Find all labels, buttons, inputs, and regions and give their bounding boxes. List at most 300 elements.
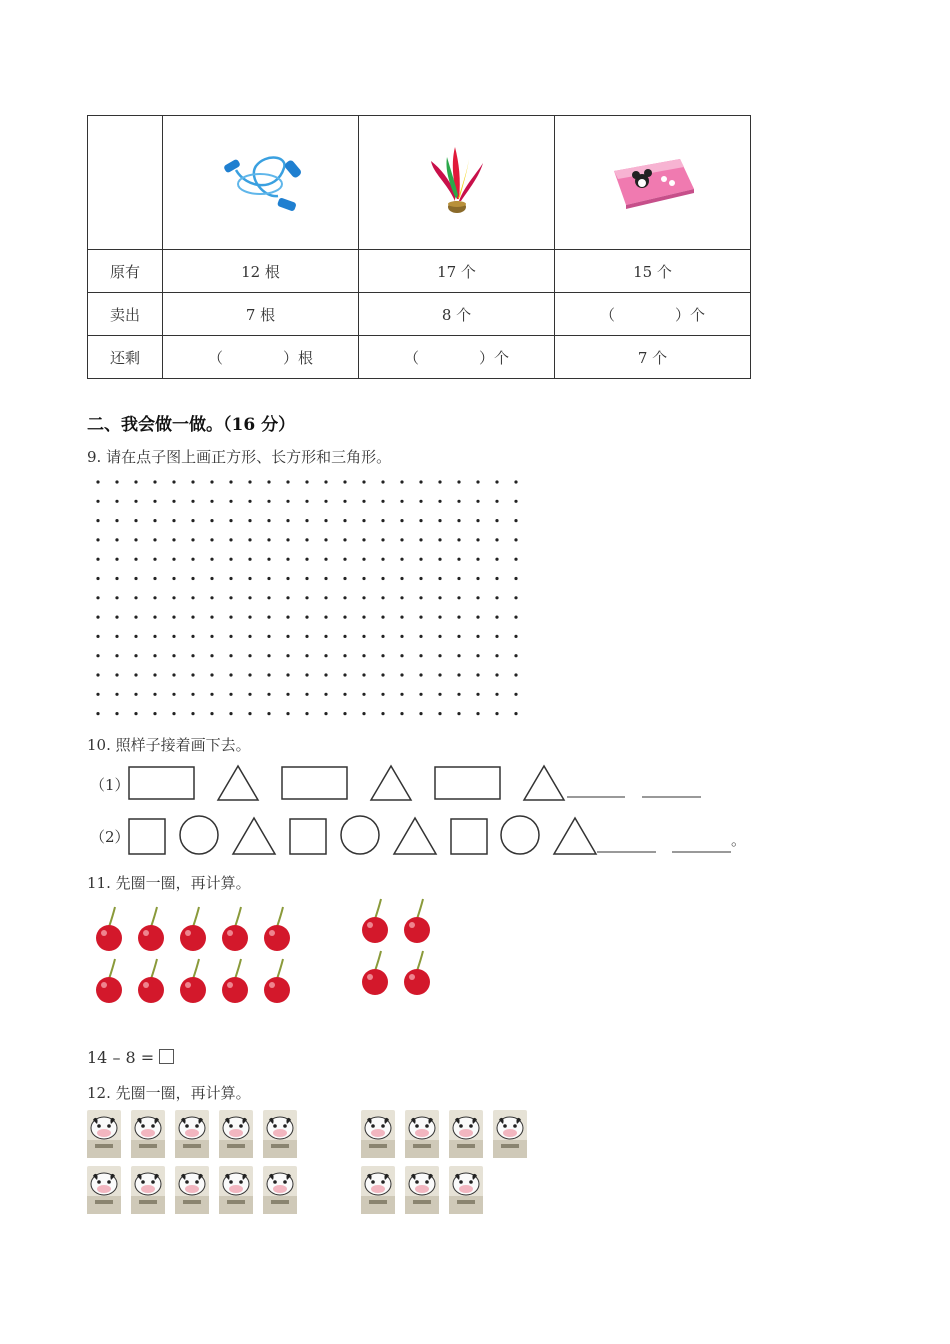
grid-dot[interactable] [495, 519, 498, 522]
grid-dot[interactable] [362, 596, 365, 599]
grid-dot[interactable] [400, 480, 403, 483]
grid-dot[interactable] [153, 577, 156, 580]
grid-dot[interactable] [400, 712, 403, 715]
grid-dot[interactable] [286, 500, 289, 503]
grid-dot[interactable] [286, 558, 289, 561]
grid-dot[interactable] [457, 712, 460, 715]
grid-dot[interactable] [495, 577, 498, 580]
grid-dot[interactable] [134, 673, 137, 676]
grid-dot[interactable] [153, 673, 156, 676]
grid-dot[interactable] [343, 616, 346, 619]
grid-dot[interactable] [381, 538, 384, 541]
grid-dot[interactable] [267, 500, 270, 503]
grid-dot[interactable] [191, 577, 194, 580]
grid-dot[interactable] [305, 596, 308, 599]
grid-dot[interactable] [419, 577, 422, 580]
grid-dot[interactable] [305, 519, 308, 522]
grid-dot[interactable] [495, 654, 498, 657]
grid-dot[interactable] [248, 538, 251, 541]
grid-dot[interactable] [96, 673, 99, 676]
grid-dot[interactable] [495, 480, 498, 483]
grid-dot[interactable] [248, 480, 251, 483]
grid-dot[interactable] [324, 616, 327, 619]
grid-dot[interactable] [153, 635, 156, 638]
grid-dot[interactable] [400, 673, 403, 676]
grid-dot[interactable] [476, 693, 479, 696]
grid-dot[interactable] [362, 635, 365, 638]
grid-dot[interactable] [153, 480, 156, 483]
grid-dot[interactable] [134, 538, 137, 541]
grid-dot[interactable] [514, 596, 517, 599]
grid-dot[interactable] [191, 558, 194, 561]
grid-dot[interactable] [229, 693, 232, 696]
grid-dot[interactable] [286, 673, 289, 676]
grid-dot[interactable] [172, 519, 175, 522]
grid-dot[interactable] [400, 654, 403, 657]
grid-dot[interactable] [381, 500, 384, 503]
grid-dot[interactable] [362, 673, 365, 676]
grid-dot[interactable] [381, 712, 384, 715]
grid-dot[interactable] [514, 712, 517, 715]
grid-dot[interactable] [324, 577, 327, 580]
grid-dot[interactable] [191, 519, 194, 522]
grid-dot[interactable] [96, 500, 99, 503]
grid-dot[interactable] [229, 616, 232, 619]
grid-dot[interactable] [343, 538, 346, 541]
grid-dot[interactable] [267, 596, 270, 599]
grid-dot[interactable] [476, 616, 479, 619]
grid-dot[interactable] [172, 596, 175, 599]
grid-dot[interactable] [210, 693, 213, 696]
grid-dot[interactable] [248, 693, 251, 696]
grid-dot[interactable] [210, 577, 213, 580]
grid-dot[interactable] [248, 519, 251, 522]
grid-dot[interactable] [362, 654, 365, 657]
grid-dot[interactable] [324, 635, 327, 638]
grid-dot[interactable] [381, 673, 384, 676]
grid-dot[interactable] [172, 654, 175, 657]
grid-dot[interactable] [457, 673, 460, 676]
grid-dot[interactable] [438, 654, 441, 657]
grid-dot[interactable] [267, 654, 270, 657]
grid-dot[interactable] [457, 693, 460, 696]
grid-dot[interactable] [305, 480, 308, 483]
answer-blank-cell[interactable]: （ ）根 [163, 336, 359, 379]
grid-dot[interactable] [210, 519, 213, 522]
grid-dot[interactable] [476, 654, 479, 657]
answer-blank-cell[interactable]: （ ）个 [359, 336, 555, 379]
grid-dot[interactable] [267, 635, 270, 638]
grid-dot[interactable] [115, 673, 118, 676]
grid-dot[interactable] [248, 558, 251, 561]
grid-dot[interactable] [153, 558, 156, 561]
grid-dot[interactable] [457, 480, 460, 483]
grid-dot[interactable] [324, 693, 327, 696]
grid-dot[interactable] [362, 693, 365, 696]
grid-dot[interactable] [115, 480, 118, 483]
grid-dot[interactable] [210, 712, 213, 715]
grid-dot[interactable] [343, 693, 346, 696]
grid-dot[interactable] [229, 673, 232, 676]
grid-dot[interactable] [305, 654, 308, 657]
grid-dot[interactable] [419, 500, 422, 503]
grid-dot[interactable] [191, 538, 194, 541]
grid-dot[interactable] [191, 693, 194, 696]
grid-dot[interactable] [248, 712, 251, 715]
grid-dot[interactable] [343, 712, 346, 715]
grid-dot[interactable] [419, 616, 422, 619]
grid-dot[interactable] [96, 538, 99, 541]
grid-dot[interactable] [381, 693, 384, 696]
grid-dot[interactable] [153, 654, 156, 657]
grid-dot[interactable] [438, 635, 441, 638]
grid-dot[interactable] [134, 712, 137, 715]
grid-dot[interactable] [191, 500, 194, 503]
grid-dot[interactable] [229, 654, 232, 657]
grid-dot[interactable] [267, 480, 270, 483]
grid-dot[interactable] [115, 558, 118, 561]
grid-dot[interactable] [210, 500, 213, 503]
grid-dot[interactable] [343, 558, 346, 561]
grid-dot[interactable] [381, 635, 384, 638]
grid-dot[interactable] [514, 558, 517, 561]
grid-dot[interactable] [305, 635, 308, 638]
grid-dot[interactable] [476, 712, 479, 715]
grid-dot[interactable] [495, 693, 498, 696]
grid-dot[interactable] [343, 654, 346, 657]
grid-dot[interactable] [381, 558, 384, 561]
grid-dot[interactable] [457, 635, 460, 638]
grid-dot[interactable] [476, 577, 479, 580]
grid-dot[interactable] [191, 616, 194, 619]
dot-grid[interactable] [90, 476, 535, 724]
grid-dot[interactable] [476, 558, 479, 561]
grid-dot[interactable] [457, 616, 460, 619]
grid-dot[interactable] [286, 654, 289, 657]
grid-dot[interactable] [476, 538, 479, 541]
grid-dot[interactable] [381, 596, 384, 599]
grid-dot[interactable] [248, 673, 251, 676]
grid-dot[interactable] [172, 616, 175, 619]
grid-dot[interactable] [438, 673, 441, 676]
grid-dot[interactable] [286, 616, 289, 619]
grid-dot[interactable] [115, 654, 118, 657]
grid-dot[interactable] [134, 558, 137, 561]
grid-dot[interactable] [324, 596, 327, 599]
grid-dot[interactable] [495, 596, 498, 599]
grid-dot[interactable] [172, 577, 175, 580]
grid-dot[interactable] [134, 654, 137, 657]
grid-dot[interactable] [476, 500, 479, 503]
grid-dot[interactable] [96, 519, 99, 522]
grid-dot[interactable] [210, 596, 213, 599]
grid-dot[interactable] [115, 616, 118, 619]
grid-dot[interactable] [191, 480, 194, 483]
grid-dot[interactable] [172, 500, 175, 503]
grid-dot[interactable] [153, 616, 156, 619]
grid-dot[interactable] [286, 693, 289, 696]
grid-dot[interactable] [343, 673, 346, 676]
grid-dot[interactable] [267, 538, 270, 541]
grid-dot[interactable] [267, 712, 270, 715]
grid-dot[interactable] [153, 500, 156, 503]
grid-dot[interactable] [153, 596, 156, 599]
grid-dot[interactable] [495, 558, 498, 561]
grid-dot[interactable] [134, 577, 137, 580]
grid-dot[interactable] [96, 558, 99, 561]
grid-dot[interactable] [248, 596, 251, 599]
grid-dot[interactable] [210, 616, 213, 619]
grid-dot[interactable] [419, 480, 422, 483]
grid-dot[interactable] [96, 635, 99, 638]
grid-dot[interactable] [419, 635, 422, 638]
grid-dot[interactable] [419, 519, 422, 522]
grid-dot[interactable] [248, 635, 251, 638]
grid-dot[interactable] [514, 500, 517, 503]
grid-dot[interactable] [267, 577, 270, 580]
grid-dot[interactable] [476, 673, 479, 676]
grid-dot[interactable] [229, 712, 232, 715]
grid-dot[interactable] [210, 538, 213, 541]
grid-dot[interactable] [457, 596, 460, 599]
grid-dot[interactable] [343, 596, 346, 599]
grid-dot[interactable] [248, 500, 251, 503]
grid-dot[interactable] [172, 538, 175, 541]
grid-dot[interactable] [457, 519, 460, 522]
grid-dot[interactable] [115, 538, 118, 541]
grid-dot[interactable] [419, 693, 422, 696]
grid-dot[interactable] [381, 519, 384, 522]
grid-dot[interactable] [400, 693, 403, 696]
grid-dot[interactable] [305, 558, 308, 561]
grid-dot[interactable] [96, 654, 99, 657]
grid-dot[interactable] [115, 519, 118, 522]
grid-dot[interactable] [457, 577, 460, 580]
grid-dot[interactable] [115, 712, 118, 715]
grid-dot[interactable] [495, 538, 498, 541]
grid-dot[interactable] [457, 538, 460, 541]
answer-blank-cell[interactable]: （ ）个 [555, 293, 751, 336]
grid-dot[interactable] [457, 500, 460, 503]
grid-dot[interactable] [419, 654, 422, 657]
grid-dot[interactable] [362, 538, 365, 541]
grid-dot[interactable] [438, 712, 441, 715]
grid-dot[interactable] [305, 616, 308, 619]
grid-dot[interactable] [96, 577, 99, 580]
grid-dot[interactable] [514, 577, 517, 580]
grid-dot[interactable] [134, 596, 137, 599]
grid-dot[interactable] [115, 577, 118, 580]
grid-dot[interactable] [286, 596, 289, 599]
grid-dot[interactable] [438, 693, 441, 696]
grid-dot[interactable] [210, 558, 213, 561]
grid-dot[interactable] [248, 616, 251, 619]
grid-dot[interactable] [495, 500, 498, 503]
grid-dot[interactable] [343, 480, 346, 483]
grid-dot[interactable] [343, 519, 346, 522]
grid-dot[interactable] [419, 673, 422, 676]
grid-dot[interactable] [191, 673, 194, 676]
grid-dot[interactable] [514, 519, 517, 522]
grid-dot[interactable] [362, 500, 365, 503]
grid-dot[interactable] [324, 500, 327, 503]
grid-dot[interactable] [210, 480, 213, 483]
grid-dot[interactable] [267, 693, 270, 696]
milk-packet-group[interactable] [85, 1108, 535, 1218]
grid-dot[interactable] [419, 596, 422, 599]
grid-dot[interactable] [286, 712, 289, 715]
grid-dot[interactable] [267, 673, 270, 676]
grid-dot[interactable] [229, 635, 232, 638]
grid-dot[interactable] [267, 519, 270, 522]
grid-dot[interactable] [400, 616, 403, 619]
grid-dot[interactable] [134, 635, 137, 638]
grid-dot[interactable] [476, 596, 479, 599]
grid-dot[interactable] [191, 654, 194, 657]
grid-dot[interactable] [286, 538, 289, 541]
grid-dot[interactable] [476, 519, 479, 522]
grid-dot[interactable] [115, 500, 118, 503]
grid-dot[interactable] [115, 693, 118, 696]
grid-dot[interactable] [172, 480, 175, 483]
grid-dot[interactable] [229, 519, 232, 522]
grid-dot[interactable] [419, 712, 422, 715]
grid-dot[interactable] [362, 616, 365, 619]
grid-dot[interactable] [362, 519, 365, 522]
grid-dot[interactable] [172, 635, 175, 638]
grid-dot[interactable] [476, 480, 479, 483]
grid-dot[interactable] [514, 616, 517, 619]
grid-dot[interactable] [324, 558, 327, 561]
grid-dot[interactable] [191, 635, 194, 638]
answer-box[interactable] [159, 1049, 174, 1064]
grid-dot[interactable] [248, 654, 251, 657]
grid-dot[interactable] [514, 654, 517, 657]
grid-dot[interactable] [343, 577, 346, 580]
grid-dot[interactable] [305, 673, 308, 676]
grid-dot[interactable] [438, 538, 441, 541]
grid-dot[interactable] [305, 538, 308, 541]
grid-dot[interactable] [134, 519, 137, 522]
grid-dot[interactable] [457, 654, 460, 657]
grid-dot[interactable] [400, 596, 403, 599]
grid-dot[interactable] [381, 616, 384, 619]
grid-dot[interactable] [400, 519, 403, 522]
grid-dot[interactable] [400, 558, 403, 561]
grid-dot[interactable] [153, 693, 156, 696]
grid-dot[interactable] [495, 616, 498, 619]
grid-dot[interactable] [153, 712, 156, 715]
grid-dot[interactable] [248, 577, 251, 580]
grid-dot[interactable] [229, 538, 232, 541]
grid-dot[interactable] [229, 480, 232, 483]
grid-dot[interactable] [495, 635, 498, 638]
grid-dot[interactable] [343, 635, 346, 638]
grid-dot[interactable] [305, 693, 308, 696]
grid-dot[interactable] [115, 635, 118, 638]
grid-dot[interactable] [457, 558, 460, 561]
grid-dot[interactable] [362, 712, 365, 715]
grid-dot[interactable] [495, 712, 498, 715]
grid-dot[interactable] [229, 558, 232, 561]
grid-dot[interactable] [324, 654, 327, 657]
grid-dot[interactable] [153, 519, 156, 522]
grid-dot[interactable] [381, 480, 384, 483]
grid-dot[interactable] [438, 616, 441, 619]
grid-dot[interactable] [286, 577, 289, 580]
grid-dot[interactable] [115, 596, 118, 599]
grid-dot[interactable] [229, 577, 232, 580]
grid-dot[interactable] [514, 673, 517, 676]
grid-dot[interactable] [229, 500, 232, 503]
grid-dot[interactable] [324, 673, 327, 676]
grid-dot[interactable] [476, 635, 479, 638]
grid-dot[interactable] [134, 480, 137, 483]
grid-dot[interactable] [210, 654, 213, 657]
grid-dot[interactable] [514, 480, 517, 483]
grid-dot[interactable] [134, 616, 137, 619]
grid-dot[interactable] [210, 635, 213, 638]
grid-dot[interactable] [400, 635, 403, 638]
grid-dot[interactable] [514, 635, 517, 638]
grid-dot[interactable] [438, 500, 441, 503]
grid-dot[interactable] [286, 480, 289, 483]
grid-dot[interactable] [96, 596, 99, 599]
grid-dot[interactable] [172, 673, 175, 676]
grid-dot[interactable] [495, 673, 498, 676]
grid-dot[interactable] [324, 519, 327, 522]
grid-dot[interactable] [324, 712, 327, 715]
grid-dot[interactable] [191, 596, 194, 599]
grid-dot[interactable] [96, 693, 99, 696]
grid-dot[interactable] [438, 558, 441, 561]
grid-dot[interactable] [438, 519, 441, 522]
grid-dot[interactable] [362, 577, 365, 580]
grid-dot[interactable] [134, 500, 137, 503]
grid-dot[interactable] [134, 693, 137, 696]
grid-dot[interactable] [438, 577, 441, 580]
grid-dot[interactable] [514, 538, 517, 541]
grid-dot[interactable] [267, 558, 270, 561]
grid-dot[interactable] [172, 693, 175, 696]
grid-dot[interactable] [305, 712, 308, 715]
grid-dot[interactable] [438, 480, 441, 483]
grid-dot[interactable] [400, 538, 403, 541]
grid-dot[interactable] [305, 500, 308, 503]
grid-dot[interactable] [172, 712, 175, 715]
grid-dot[interactable] [210, 673, 213, 676]
grid-dot[interactable] [305, 577, 308, 580]
grid-dot[interactable] [153, 538, 156, 541]
grid-dot[interactable] [343, 500, 346, 503]
grid-dot[interactable] [381, 654, 384, 657]
grid-dot[interactable] [286, 635, 289, 638]
grid-dot[interactable] [96, 480, 99, 483]
grid-dot[interactable] [191, 712, 194, 715]
grid-dot[interactable] [514, 693, 517, 696]
grid-dot[interactable] [400, 577, 403, 580]
grid-dot[interactable] [400, 500, 403, 503]
grid-dot[interactable] [419, 558, 422, 561]
grid-dot[interactable] [286, 519, 289, 522]
grid-dot[interactable] [381, 577, 384, 580]
grid-dot[interactable] [96, 616, 99, 619]
grid-dot[interactable] [419, 538, 422, 541]
grid-dot[interactable] [362, 558, 365, 561]
grid-dot[interactable] [172, 558, 175, 561]
grid-dot[interactable] [438, 596, 441, 599]
grid-dot[interactable] [229, 596, 232, 599]
